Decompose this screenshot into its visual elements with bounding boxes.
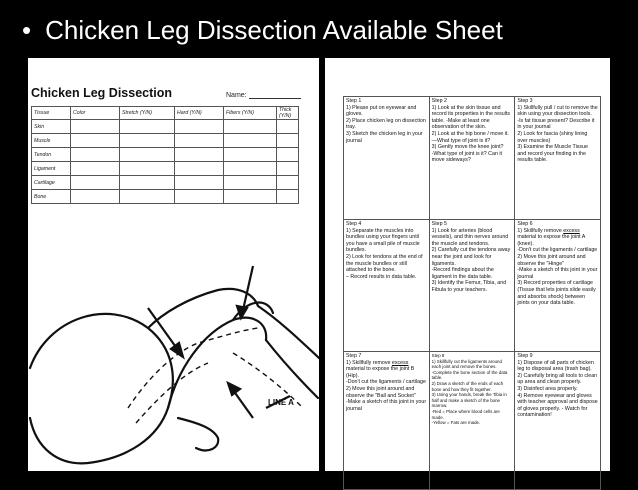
step-cell [515, 352, 601, 490]
table-row [32, 120, 299, 134]
step-title: Step 6 [517, 221, 533, 227]
step-cell [344, 97, 430, 220]
step-text: 1) Please put on eyewear and gloves. 2) Place chicken leg on dissection tray. 3) Sketch the chicken leg in your journal [346, 104, 426, 144]
step-cell [515, 97, 601, 220]
step-text-part: material to expose the joint A (knee). -Don't cut the ligaments / cartilage 2) Move this joint around and observe the "Hinge" -Make a sketch of this joint in your journal 3) Record properties of cartilage (Tissue that lets joints slide easily and absorbs shock) between joints on your data table. [517, 234, 598, 307]
table-row [32, 148, 299, 162]
step-title: Step 5 [431, 221, 447, 227]
col-header: Hard (Y/N) [175, 107, 224, 120]
table-row [32, 176, 299, 190]
table-row [32, 190, 299, 204]
step-title: Step 8 [431, 353, 445, 358]
row-label: Ligament [32, 162, 71, 176]
steps-table [343, 96, 601, 490]
chicken-leg-drawing [28, 258, 319, 471]
step-text-emphasis: excess [563, 227, 580, 234]
step-text-emphasis: excess [391, 359, 409, 366]
step-cell [515, 220, 601, 352]
step-title: Step 1 [346, 98, 362, 104]
results-header-row [32, 107, 299, 120]
step-title: Step 7 [346, 353, 362, 359]
step-text: 1) Look at the skin tissue and record its properties in the results table. -Make at least one observation of the skin. 2) Look at the hip bone / move it. —What type of joint is it? 3) Gently move the knee joint? -What type of joint is it? Can it move sideways? [431, 104, 510, 164]
name-line [249, 91, 301, 99]
step-cell [344, 352, 430, 490]
step-title: Step 4 [346, 221, 362, 227]
steps-page [325, 58, 610, 471]
step-text: 1) Dispose of all parts of chicken leg to disposal area (trash bag). 2) Carefully bring all tools to clean up area and clean properly. 3) Disinfect area properly. 4) Remove eyewear and gloves with teacher approval and dispose of gloves properly. - Watch for contamination! [517, 359, 598, 419]
name-field [226, 91, 301, 99]
row-label: Muscle [32, 134, 71, 148]
steps-row [344, 97, 601, 220]
results-table [31, 106, 299, 204]
step-text: 1) Separate the muscles into bundles using your fingers until you have a small pile of muscle bundles. 2) Look for tendons at the end of the muscle bundles or still attached to the bone. – Record results in data table. [346, 227, 423, 280]
name-label: Name: [226, 92, 247, 99]
col-header: Thick (Y/N) [277, 107, 299, 120]
title-bullet: • [22, 15, 32, 45]
step-text-part: 1) Skillfully remove [517, 227, 564, 234]
title-text: Chicken Leg Dissection Available Sheet [45, 15, 503, 45]
step-text-part: 1) Skillfully remove [346, 359, 392, 366]
step-text [517, 228, 598, 307]
table-row [32, 162, 299, 176]
step-cell [429, 97, 515, 220]
step-title: Step 3 [517, 98, 533, 104]
step-text: 1) Skillfully cut the ligaments around each joint and remove the bones. -Complete the bone section of the data table. 2) Draw a sketch of the ends of each bone and how they fit together. 3) Using your hands, break the Tibia in half and make a sketch of the bone marrow. -Red = Place where blood cells are made. -Yellow = Fats are made. [431, 358, 508, 426]
step-cell [344, 220, 430, 352]
row-label: Cartilage [32, 176, 71, 190]
row-label: Bone [32, 190, 71, 204]
step-text: 1) Look for arteries (blood vessels), and thin nerves around the muscle and tendons. 2) Carefully cut the tendons away near the joint and look for ligaments. -Record findings about the ligament in the data table. 3) Identify the Femur, Tibia, and Fibula to your teachers. [431, 227, 511, 293]
slide-title [22, 8, 503, 52]
step-title: Step 2 [431, 98, 447, 104]
col-header: Stretch (Y/N) [120, 107, 175, 120]
col-header: Color [71, 107, 120, 120]
step-text-part: material to expose the joint B (Hip). -Don't cut the ligaments / cartilage 2) Move this joint around and observe the "Ball and Socket" -Make a sketch of this joint in your journal [346, 366, 427, 412]
table-row [32, 134, 299, 148]
col-header: Tissue [32, 107, 71, 120]
step-text [346, 360, 427, 413]
col-header: Fibers (Y/N) [224, 107, 277, 120]
worksheet-heading: Chicken Leg Dissection [31, 86, 173, 100]
step-cell [429, 352, 515, 490]
steps-row [344, 220, 601, 352]
step-title: Step 9 [517, 353, 533, 359]
step-cell [429, 220, 515, 352]
step-text: 1) Skillfully pull / cut to remove the skin using your dissection tools. -Is fat tissue present? Describe it in your journal 2) Look for fascia (shiny lining over muscles) 3) Examine the Muscle Tissue and record your finding in the results table. [517, 104, 598, 164]
worksheet-page [28, 58, 319, 471]
row-label: Tendon [32, 148, 71, 162]
row-label: Skin [32, 120, 71, 134]
line-a-label: LINE A [268, 398, 294, 407]
steps-row [344, 352, 601, 490]
